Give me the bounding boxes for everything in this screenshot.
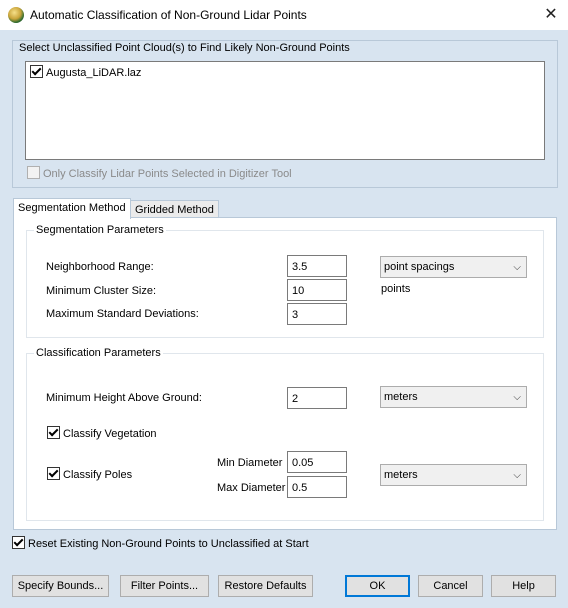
cancel-button[interactable]: Cancel (418, 575, 483, 597)
ok-button[interactable]: OK (345, 575, 410, 597)
point-cloud-label: Select Unclassified Point Cloud(s) to Find Likely Non-Ground Points (19, 42, 350, 54)
neighborhood-range-input[interactable]: 3.5 (287, 255, 347, 277)
max-std-dev-label: Maximum Standard Deviations: (46, 308, 199, 320)
filter-points-button[interactable]: Filter Points... (120, 575, 209, 597)
min-diameter-label: Min Diameter (217, 457, 283, 469)
neighborhood-unit-value: point spacings (384, 261, 455, 273)
max-std-dev-input[interactable]: 3 (287, 303, 347, 325)
title-bar (0, 0, 568, 30)
classify-poles-checkbox[interactable] (47, 467, 60, 480)
min-height-unit-select[interactable] (380, 386, 527, 408)
min-diameter-input[interactable]: 0.05 (287, 451, 347, 473)
neighborhood-range-label: Neighborhood Range: (46, 261, 154, 273)
classify-vegetation-checkbox[interactable] (47, 426, 60, 439)
min-height-unit-value: meters (384, 391, 418, 403)
max-diameter-input[interactable]: 0.5 (287, 476, 347, 498)
chevron-down-icon: ⌵ (513, 392, 521, 403)
reset-existing-checkbox[interactable] (12, 536, 25, 549)
min-cluster-size-label: Minimum Cluster Size: (46, 285, 157, 297)
chevron-down-icon: ⌵ (513, 470, 521, 481)
only-selected-label: Only Classify Lidar Points Selected in Digitizer Tool (43, 168, 292, 180)
segmentation-group (26, 230, 544, 338)
neighborhood-unit-select[interactable] (380, 256, 527, 278)
tab-segmentation-method[interactable]: Segmentation Method (13, 198, 131, 219)
chevron-down-icon: ⌵ (513, 262, 521, 273)
app-globe-icon (8, 7, 24, 23)
classify-vegetation-option[interactable] (47, 426, 157, 440)
point-cloud-name: Augusta_LiDAR.laz (46, 67, 142, 79)
classify-poles-option[interactable] (47, 467, 132, 481)
reset-existing-label: Reset Existing Non-Ground Points to Unclassified at Start (28, 538, 309, 550)
point-cloud-checkbox[interactable] (30, 65, 43, 78)
tab-gridded-method[interactable]: Gridded Method (130, 200, 219, 219)
restore-defaults-button[interactable]: Restore Defaults (218, 575, 313, 597)
max-diameter-label: Max Diameter (217, 482, 286, 494)
point-cloud-list[interactable] (25, 61, 545, 160)
pole-unit-value: meters (384, 469, 418, 481)
list-item[interactable] (30, 65, 141, 79)
segmentation-title: Segmentation Parameters (36, 224, 164, 236)
window-title: Automatic Classification of Non-Ground Lidar Points (30, 8, 307, 22)
only-selected-option (27, 166, 292, 180)
min-height-input[interactable]: 2 (287, 387, 347, 409)
min-cluster-size-unit: points (381, 283, 411, 295)
close-button[interactable]: ✕ (544, 6, 558, 23)
pole-unit-select[interactable] (380, 464, 527, 486)
min-height-label: Minimum Height Above Ground: (46, 392, 202, 404)
reset-existing-option[interactable] (12, 536, 309, 550)
specify-bounds-button[interactable]: Specify Bounds... (12, 575, 109, 597)
min-cluster-size-input[interactable]: 10 (287, 279, 347, 301)
classify-poles-label: Classify Poles (63, 469, 133, 481)
help-button[interactable]: Help (491, 575, 556, 597)
classify-vegetation-label: Classify Vegetation (63, 428, 157, 440)
only-selected-checkbox (27, 166, 40, 179)
classification-title: Classification Parameters (36, 347, 161, 359)
